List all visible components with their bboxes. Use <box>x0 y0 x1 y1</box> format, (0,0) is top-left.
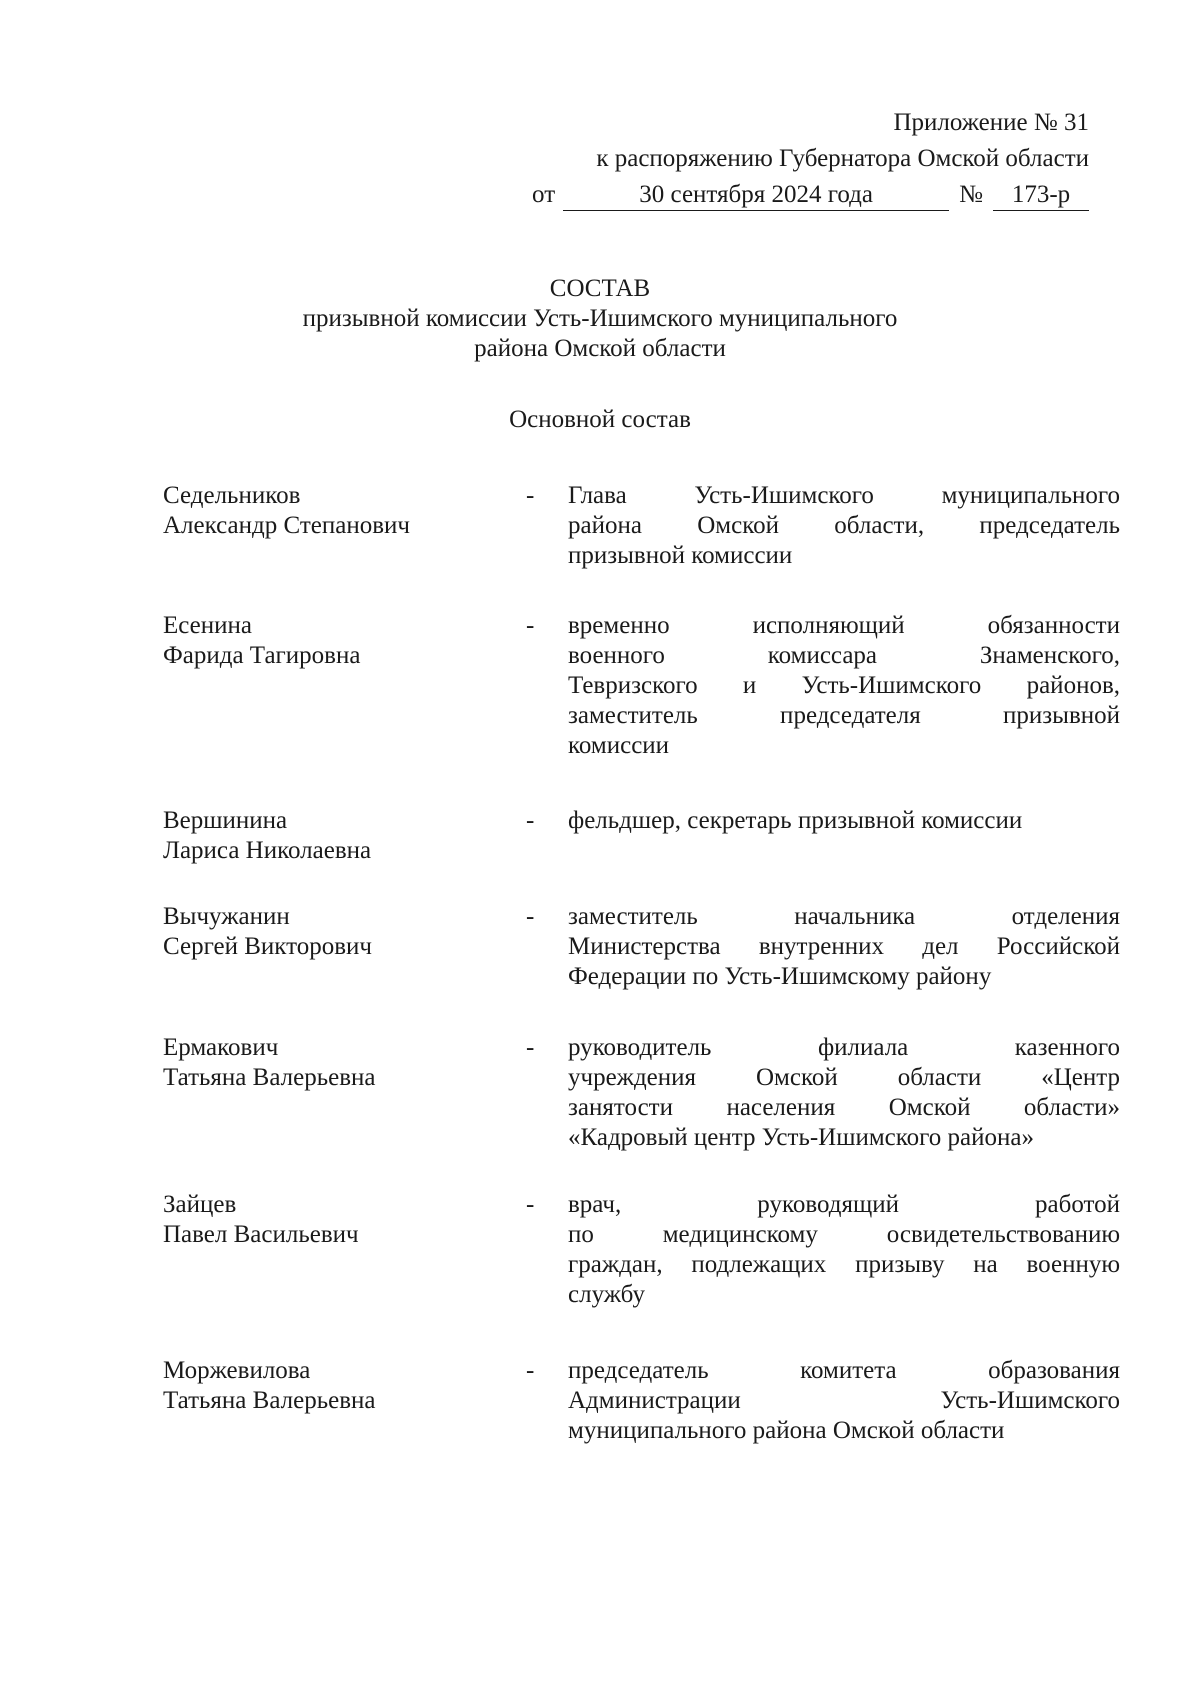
title-line-2: района Омской области <box>474 335 726 362</box>
member-given-names: Павел Васильевич <box>163 1221 359 1248</box>
member-name <box>163 481 523 541</box>
section-title: Основной состав <box>509 406 691 433</box>
role-line: заместитель председателя призывной <box>568 702 1120 729</box>
role-line: временно исполняющий обязанности <box>568 612 1120 639</box>
member-given-names: Татьяна Валерьевна <box>163 1064 376 1091</box>
role-line: учреждения Омской области «Центр <box>568 1064 1120 1091</box>
member-given-names: Фарида Тагировна <box>163 642 361 669</box>
member-role <box>568 611 1120 761</box>
role-line: заместитель начальника отделения <box>568 903 1120 930</box>
appendix-header <box>532 105 1089 213</box>
role-line: занятости населения Омской области» <box>568 1094 1120 1121</box>
title-line-1: призывной комиссии Усть-Ишимского муниципального <box>302 305 898 332</box>
dash-separator: - <box>526 1357 535 1384</box>
member-given-names: Лариса Николаевна <box>163 837 372 864</box>
role-line: Федерации по Усть-Ишимскому району <box>568 963 992 990</box>
member-role <box>568 1356 1120 1446</box>
member-name <box>163 1190 523 1250</box>
role-line: врач, руководящий работой <box>568 1191 1120 1218</box>
role-line: председатель комитета образования <box>568 1357 1120 1384</box>
role-line: района Омской области, председатель <box>568 512 1120 539</box>
member-role <box>568 806 1120 836</box>
dash-separator: - <box>526 482 535 509</box>
member-given-names: Александр Степанович <box>163 512 410 539</box>
appendix-number: Приложение № 31 <box>893 109 1089 136</box>
member-surname: Седельников <box>163 482 301 509</box>
member-role <box>568 1033 1120 1153</box>
order-number: 173-р <box>993 180 1089 211</box>
dash-separator: - <box>526 903 535 930</box>
from-label: от <box>532 181 556 208</box>
role-line: Министерства внутренних дел Российской <box>568 933 1120 960</box>
dash-separator: - <box>526 807 535 834</box>
member-name <box>163 611 523 671</box>
member-surname: Вершинина <box>163 807 288 834</box>
member-given-names: Татьяна Валерьевна <box>163 1387 376 1414</box>
member-surname: Ермакович <box>163 1034 279 1061</box>
member-name <box>163 806 523 866</box>
role-line: Администрации Усть-Ишимского <box>568 1387 1120 1414</box>
role-line: службу <box>568 1281 645 1308</box>
order-reference: к распоряжению Губернатора Омской области <box>596 145 1089 172</box>
order-date: 30 сентября 2024 года <box>563 180 949 211</box>
role-line: руководитель филиала казенного <box>568 1034 1120 1061</box>
role-line: граждан, подлежащих призыву на военную <box>568 1251 1120 1278</box>
role-line: «Кадровый центр Усть-Ишимского района» <box>568 1124 1034 1151</box>
role-line: по медицинскому освидетельствованию <box>568 1221 1120 1248</box>
dash-separator: - <box>526 612 535 639</box>
member-name <box>163 902 523 962</box>
role-line: Глава Усть-Ишимского муниципального <box>568 482 1120 509</box>
role-line: муниципального района Омской области <box>568 1417 1005 1444</box>
dash-separator: - <box>526 1191 535 1218</box>
member-role <box>568 902 1120 992</box>
member-role <box>568 481 1120 571</box>
order-date-line <box>532 177 1089 213</box>
member-given-names: Сергей Викторович <box>163 933 372 960</box>
number-label: № <box>959 181 983 208</box>
role-line: Тевризского и Усть-Ишимского районов, <box>568 672 1120 699</box>
member-surname: Вычужанин <box>163 903 290 930</box>
role-line: комиссии <box>568 732 670 759</box>
member-role <box>568 1190 1120 1310</box>
dash-separator: - <box>526 1034 535 1061</box>
role-line: фельдшер, секретарь призывной комиссии <box>568 807 1023 834</box>
role-line: военного комиссара Знаменского, <box>568 642 1120 669</box>
member-name <box>163 1356 523 1416</box>
member-name <box>163 1033 523 1093</box>
document-title <box>0 274 1200 364</box>
member-surname: Зайцев <box>163 1191 237 1218</box>
title-heading: СОСТАВ <box>549 275 651 302</box>
member-surname: Есенина <box>163 612 253 639</box>
member-surname: Моржевилова <box>163 1357 311 1384</box>
role-line: призывной комиссии <box>568 542 793 569</box>
